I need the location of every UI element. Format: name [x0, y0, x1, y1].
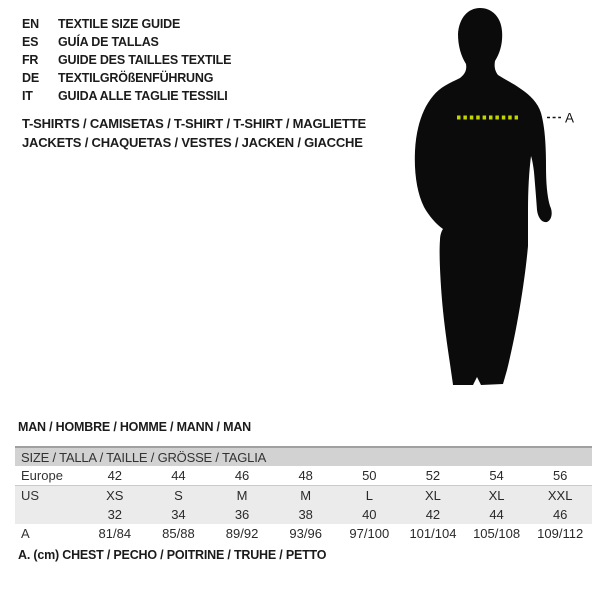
size-value-cell: M [274, 486, 338, 506]
row-label: US [15, 486, 83, 506]
measurement-footnote: A. (cm) CHEST / PECHO / POITRINE / TRUHE / PETTO [18, 548, 327, 562]
row-label [15, 505, 83, 524]
category-line-jackets: JACKETS / CHAQUETAS / VESTES / JACKEN / GIACCHE [22, 135, 363, 150]
size-value-cell: 105/108 [473, 526, 521, 541]
size-value-cell: 34 [147, 505, 211, 524]
size-value-cell: 48 [298, 468, 313, 483]
size-value-cell: S [147, 486, 211, 506]
language-code: IT [22, 89, 33, 103]
measure-label-a: A [565, 110, 575, 126]
language-code: DE [22, 71, 39, 85]
size-value-cell: XS [83, 486, 147, 506]
size-value-cell: 32 [83, 505, 147, 524]
size-value-cell: 97/100 [349, 526, 390, 541]
size-value-cell: 85/88 [162, 526, 195, 541]
size-value-cell: 38 [274, 505, 338, 524]
section-title-man: MAN / HOMBRE / HOMME / MANN / MAN [18, 420, 251, 434]
size-value-cell: 46 [234, 468, 250, 483]
language-list [22, 15, 231, 105]
size-value-cell: XXL [528, 486, 592, 506]
size-value-cell: 101/104 [409, 526, 457, 541]
language-label: GUIDA ALLE TAGLIE TESSILI [58, 89, 228, 103]
size-value-cell: 46 [528, 505, 592, 524]
man-silhouette [415, 8, 552, 385]
size-value-cell: 44 [465, 505, 529, 524]
size-value-cell: XL [401, 486, 465, 506]
table-row [15, 466, 592, 486]
size-value-cell: 81/84 [98, 526, 132, 541]
language-code: EN [22, 17, 39, 31]
language-label: TEXTILGRÖßENFÜHRUNG [58, 71, 214, 85]
table-row [15, 505, 592, 524]
size-table [15, 446, 592, 543]
size-value-cell: 54 [489, 468, 504, 483]
size-value-cell: 44 [171, 468, 186, 483]
size-value-cell: 109/112 [537, 526, 584, 541]
language-row [22, 33, 231, 51]
size-value-cell: XL [465, 486, 529, 506]
size-value-cell: 93/96 [289, 526, 322, 541]
size-value-cell: L [338, 486, 402, 506]
size-value-cell: 52 [425, 468, 441, 483]
row-label: Europe [21, 468, 63, 483]
language-label: TEXTILE SIZE GUIDE [58, 17, 181, 31]
size-value-cell: 50 [362, 468, 377, 483]
size-value-cell: 89/92 [225, 526, 259, 541]
size-value-cell: 40 [338, 505, 402, 524]
language-row [22, 15, 231, 33]
size-table-header-row [15, 447, 592, 466]
size-value-cell: 42 [107, 468, 123, 483]
size-table-header: SIZE / TALLA / TAILLE / GRÖSSE / TAGLIA [15, 447, 592, 466]
size-value-cell: 36 [210, 505, 274, 524]
language-code: FR [22, 53, 39, 67]
size-value-cell: 56 [552, 468, 568, 483]
category-line-tshirts: T-SHIRTS / CAMISETAS / T-SHIRT / T-SHIRT / MAGLIETTE [22, 116, 366, 131]
language-code: ES [22, 35, 39, 49]
language-label: GUIDE DES TAILLES TEXTILE [58, 53, 232, 67]
language-label: GUÍA DE TALLAS [58, 35, 159, 49]
row-label: A [21, 526, 30, 541]
language-row [22, 51, 231, 69]
size-value-cell: 42 [401, 505, 465, 524]
category-lines [22, 114, 366, 152]
man-figure [395, 0, 595, 400]
table-row [15, 486, 592, 506]
language-row [22, 69, 231, 87]
size-value-cell: M [210, 486, 274, 506]
language-row [22, 87, 231, 105]
table-row [15, 524, 592, 543]
